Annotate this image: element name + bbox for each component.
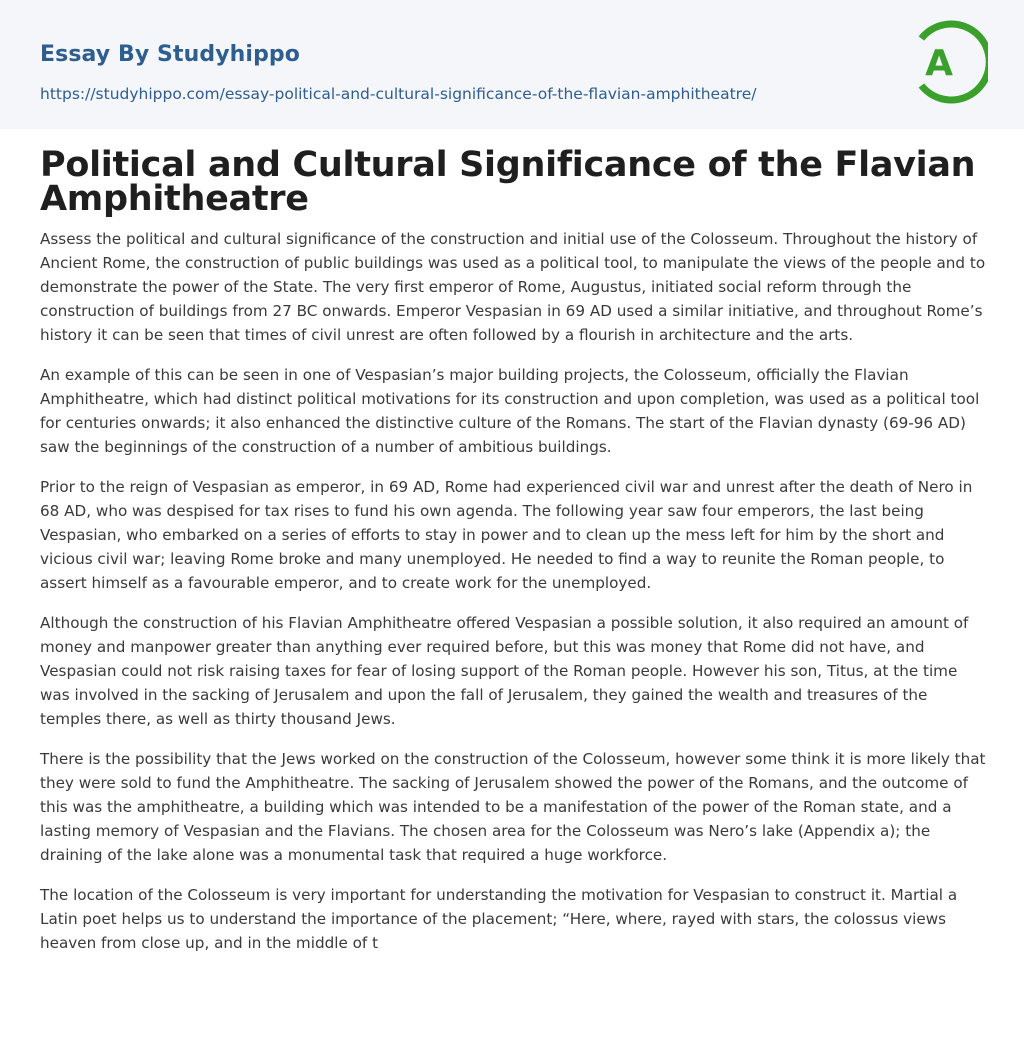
studyhippo-logo-icon[interactable] bbox=[908, 18, 988, 106]
site-header bbox=[0, 0, 1024, 129]
site-brand-link[interactable]: Essay By Studyhippo bbox=[40, 42, 300, 67]
article-title: Political and Cultural Significance of the Flavian Amphitheatre bbox=[40, 145, 976, 219]
article-paragraph-6: The location of the Colosseum is very important for understanding the motivation for Vespasian to construct it. Martial a Latin poet helps us to understand the importance of the placement; “Here, where, rayed with stars, the colossus views heaven from close up, and in the middle of t bbox=[40, 886, 958, 952]
article bbox=[40, 145, 986, 955]
article-paragraph-5: There is the possibility that the Jews worked on the construction of the Colosseum, however some think it is more likely that they were sold to fund the Amphitheatre. The sacking of Jerusalem showed the power of the Romans, and the outcome of this was the amphitheatre, a building which was intended to be a manifestation of the power of the Roman state, and a lasting memory of Vespasian and the Flavians. The chosen area for the Colosseum was Nero’s lake (Appendix a); the draining of the lake alone was a monumental task that required a huge workforce. bbox=[40, 750, 986, 864]
essay-url-link[interactable]: https://studyhippo.com/essay-political-and-cultural-significance-of-the-flavian-amphitheatre/ bbox=[40, 85, 757, 103]
article-paragraph-4: Although the construction of his Flavian Amphitheatre offered Vespasian a possible solution, it also required an amount of money and manpower greater than anything ever required before, but this was money that Rome did not have, and Vespasian could not risk raising taxes for fear of losing support of the Roman people. However his son, Titus, at the time was involved in the sacking of Jerusalem and upon the fall of Jerusalem, they gained the wealth and treasures of the temples there, as well as thirty thousand Jews. bbox=[40, 614, 969, 728]
article-paragraph-3: Prior to the reign of Vespasian as emperor, in 69 AD, Rome had experienced civil war and unrest after the death of Nero in 68 AD, who was despised for tax rises to fund his own agenda. The following year saw four emperors, the last being Vespasian, who embarked on a series of efforts to stay in power and to clean up the mess left for him by the short and vicious civil war; leaving Rome broke and many unemployed. He needed to find a way to reunite the Roman people, to assert himself as a favourable emperor, and to create work for the unemployed. bbox=[40, 478, 973, 592]
article-paragraph-2: An example of this can be seen in one of Vespasian’s major building projects, the Colosseum, officially the Flavian Amphitheatre, which had distinct political motivations for its construction and upon completion, was used as a political tool for centuries onwards; it also enhanced the distinctive culture of the Romans. The start of the Flavian dynasty (69-96 AD) saw the beginnings of the construction of a number of ambitious buildings. bbox=[40, 366, 980, 456]
logo-letter: A bbox=[925, 43, 953, 84]
article-paragraph-1: Assess the political and cultural significance of the construction and initial use of the Colosseum. Throughout the history of Ancient Rome, the construction of public buildings was used as a political tool, to manipulate the views of the people and to demonstrate the power of the State. The very first emperor of Rome, Augustus, initiated social reform through the construction of buildings from 27 BC onwards. Emperor Vespasian in 69 AD used a similar initiative, and throughout Rome’s history it can be seen that times of civil unrest are often followed by a flourish in architecture and the arts. bbox=[40, 230, 986, 344]
